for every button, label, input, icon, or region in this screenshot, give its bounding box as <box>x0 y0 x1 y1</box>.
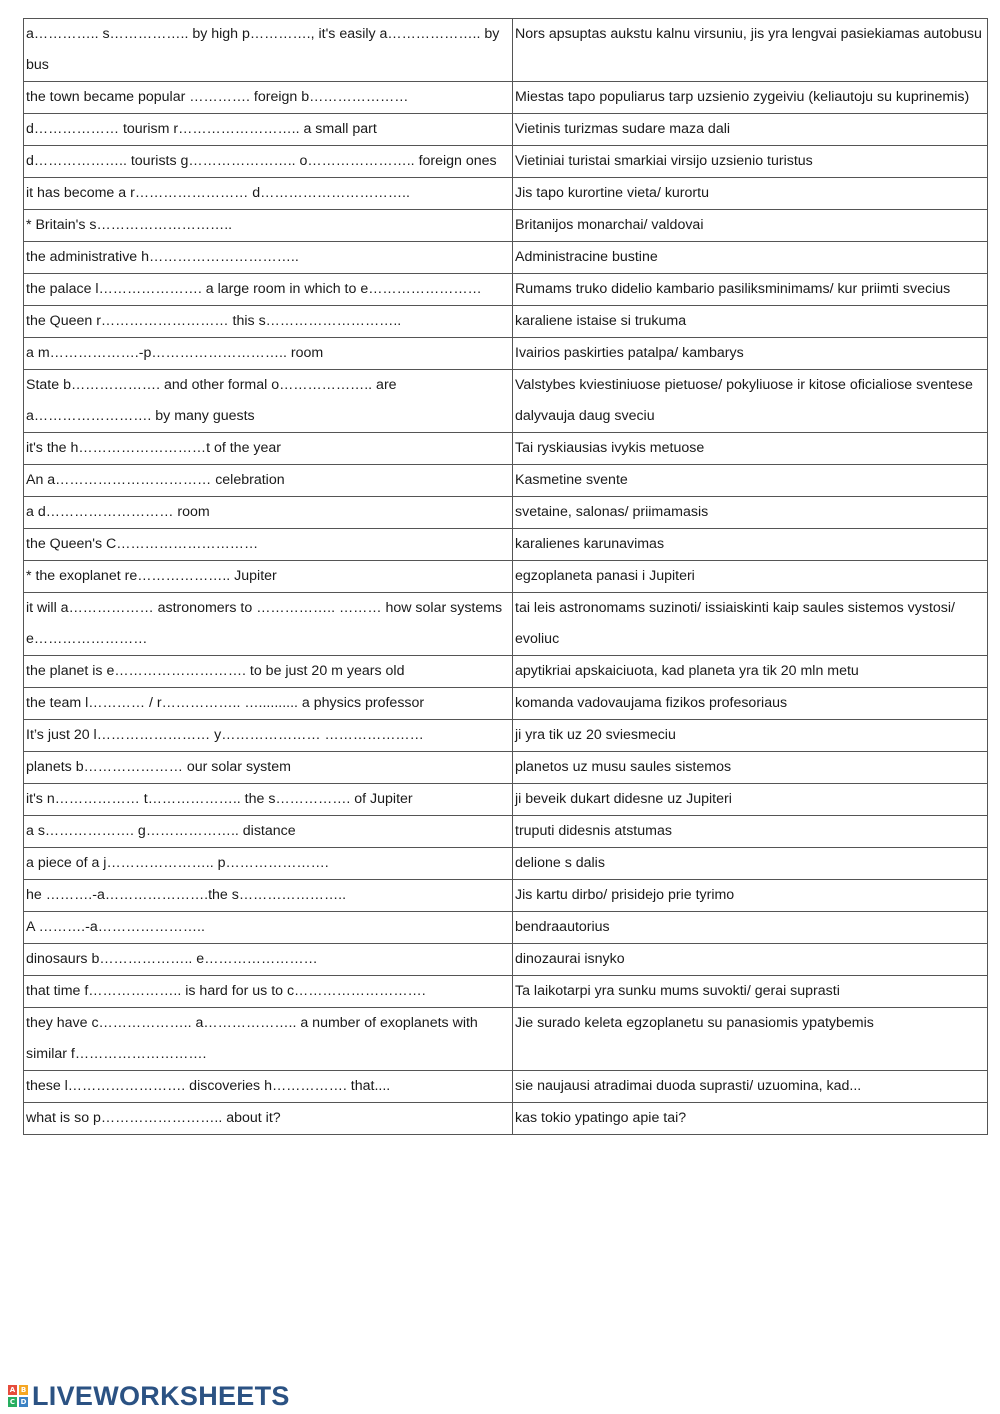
english-phrase-cell: d……………… tourism r…………………….. a small part <box>24 114 513 146</box>
english-phrase-cell: * the exoplanet re……………….. Jupiter <box>24 561 513 593</box>
liveworksheets-logo[interactable] <box>8 1378 290 1414</box>
lithuanian-translation-cell: ji beveik dukart didesne uz Jupiteri <box>513 784 988 816</box>
table-row <box>24 465 988 497</box>
logo-block-b: B <box>20 1386 27 1394</box>
table-row <box>24 114 988 146</box>
english-phrase-cell: a s………………. g……………….. distance <box>24 816 513 848</box>
english-phrase-cell: the planet is e………………………. to be just 20 m years old <box>24 656 513 688</box>
lithuanian-translation-cell: Britanijos monarchai/ valdovai <box>513 210 988 242</box>
table-row <box>24 656 988 688</box>
lithuanian-translation-cell: Administracine bustine <box>513 242 988 274</box>
lithuanian-translation-cell: Jie surado keleta egzoplanetu su panasiomis ypatybemis <box>513 1008 988 1071</box>
english-phrase-cell: a d……………………… room <box>24 497 513 529</box>
table-row <box>24 210 988 242</box>
lithuanian-translation-cell: kas tokio ypatingo apie tai? <box>513 1103 988 1135</box>
logo-block-d: D <box>20 1398 27 1406</box>
english-phrase-cell: the administrative h………………………….. <box>24 242 513 274</box>
table-row <box>24 274 988 306</box>
table-row <box>24 561 988 593</box>
lithuanian-translation-cell: Kasmetine svente <box>513 465 988 497</box>
table-row <box>24 816 988 848</box>
table-row <box>24 944 988 976</box>
table-row <box>24 880 988 912</box>
english-phrase-cell: the Queen's C………………………… <box>24 529 513 561</box>
lithuanian-translation-cell: karaliene istaise si trukuma <box>513 306 988 338</box>
table-row <box>24 370 988 433</box>
english-phrase-cell: planets b………………… our solar system <box>24 752 513 784</box>
table-row <box>24 338 988 370</box>
table-row <box>24 593 988 656</box>
table-row <box>24 688 988 720</box>
lithuanian-translation-cell: Rumams truko didelio kambario pasiliksminimams/ kur priimti svecius <box>513 274 988 306</box>
english-phrase-cell: it's n……………… t……………….. the s……………. of Jupiter <box>24 784 513 816</box>
english-phrase-cell: the palace l…………………. a large room in which to e…………………… <box>24 274 513 306</box>
english-phrase-cell: * Britain's s……………………….. <box>24 210 513 242</box>
table-row <box>24 178 988 210</box>
english-phrase-cell: It’s just 20 l…………………… y………………… ………………… <box>24 720 513 752</box>
english-phrase-cell: State b………………. and other formal o……………….. are a……………………. by many guests <box>24 370 513 433</box>
table-row <box>24 848 988 880</box>
english-phrase-cell: the Queen r……………………… this s……………………….. <box>24 306 513 338</box>
table-row <box>24 146 988 178</box>
english-phrase-cell: it's the h………………………t of the year <box>24 433 513 465</box>
lithuanian-translation-cell: truputi didesnis atstumas <box>513 816 988 848</box>
table-row <box>24 720 988 752</box>
lithuanian-translation-cell: karalienes karunavimas <box>513 529 988 561</box>
vocabulary-table-body <box>24 19 988 1135</box>
lithuanian-translation-cell: bendraautorius <box>513 912 988 944</box>
lithuanian-translation-cell: Miestas tapo populiarus tarp uzsienio zygeiviu (keliautoju su kuprinemis) <box>513 82 988 114</box>
table-row <box>24 976 988 1008</box>
english-phrase-cell: a piece of a j………………….. p…………………. <box>24 848 513 880</box>
english-phrase-cell: it has become a r…………………… d………………………….. <box>24 178 513 210</box>
lithuanian-translation-cell: dinozaurai isnyko <box>513 944 988 976</box>
table-row <box>24 433 988 465</box>
english-phrase-cell: a………….. s…………….. by high p…………., it's easily a……………….. by bus <box>24 19 513 82</box>
lithuanian-translation-cell: tai leis astronomams suzinoti/ issiaiskinti kaip saules sistemos vystosi/ evoliuc <box>513 593 988 656</box>
english-phrase-cell: An a…………………………… celebration <box>24 465 513 497</box>
table-row <box>24 1103 988 1135</box>
lithuanian-translation-cell: Ta laikotarpi yra sunku mums suvokti/ gerai suprasti <box>513 976 988 1008</box>
lithuanian-translation-cell: komanda vadovaujama fizikos profesoriaus <box>513 688 988 720</box>
lithuanian-translation-cell: ji yra tik uz 20 sviesmeciu <box>513 720 988 752</box>
lithuanian-translation-cell: Tai ryskiausias ivykis metuose <box>513 433 988 465</box>
table-row <box>24 529 988 561</box>
lithuanian-translation-cell: delione s dalis <box>513 848 988 880</box>
table-row <box>24 82 988 114</box>
lithuanian-translation-cell: Jis tapo kurortine vieta/ kurortu <box>513 178 988 210</box>
english-phrase-cell: he ……….-a………………….the s………………….. <box>24 880 513 912</box>
lithuanian-translation-cell: Valstybes kviestiniuose pietuose/ pokyliuose ir kitose oficialiose sventese dalyvauja daug sveciu <box>513 370 988 433</box>
english-phrase-cell: A ……….-a………………….. <box>24 912 513 944</box>
vocabulary-table <box>23 18 988 1135</box>
lithuanian-translation-cell: svetaine, salonas/ priimamasis <box>513 497 988 529</box>
english-phrase-cell: that time f……………….. is hard for us to c………………………. <box>24 976 513 1008</box>
logo-brand-text: LIVEWORKSHEETS <box>32 1380 290 1411</box>
english-phrase-cell: a m……………….-p……………………….. room <box>24 338 513 370</box>
table-row <box>24 1071 988 1103</box>
logo-block-a: A <box>9 1386 16 1394</box>
table-row <box>24 912 988 944</box>
english-phrase-cell: it will a……………… astronomers to …………….. ……… how solar systems e…………………… <box>24 593 513 656</box>
table-row <box>24 784 988 816</box>
logo-block-c: C <box>9 1398 16 1406</box>
english-phrase-cell: the town became popular …………. foreign b………………… <box>24 82 513 114</box>
english-phrase-cell: they have c……………….. a……………….. a number of exoplanets with similar f………………………. <box>24 1008 513 1071</box>
english-phrase-cell: d……………….. tourists g………………….. o………………….. foreign ones <box>24 146 513 178</box>
table-row <box>24 497 988 529</box>
english-phrase-cell: what is so p…………………….. about it? <box>24 1103 513 1135</box>
abc-blocks-icon <box>8 1385 28 1407</box>
table-row <box>24 752 988 784</box>
lithuanian-translation-cell: sie naujausi atradimai duoda suprasti/ uzuomina, kad... <box>513 1071 988 1103</box>
lithuanian-translation-cell: egzoplaneta panasi i Jupiteri <box>513 561 988 593</box>
table-row <box>24 306 988 338</box>
lithuanian-translation-cell: Nors apsuptas aukstu kalnu virsuniu, jis yra lengvai pasiekiamas autobusu <box>513 19 988 82</box>
english-phrase-cell: dinosaurs b……………….. e…………………… <box>24 944 513 976</box>
table-row <box>24 242 988 274</box>
lithuanian-translation-cell: Vietinis turizmas sudare maza dali <box>513 114 988 146</box>
lithuanian-translation-cell: Vietiniai turistai smarkiai virsijo uzsienio turistus <box>513 146 988 178</box>
lithuanian-translation-cell: Ivairios paskirties patalpa/ kambarys <box>513 338 988 370</box>
english-phrase-cell: these l……………………. discoveries h……………. that.... <box>24 1071 513 1103</box>
lithuanian-translation-cell: Jis kartu dirbo/ prisidejo prie tyrimo <box>513 880 988 912</box>
lithuanian-translation-cell: apytikriai apskaiciuota, kad planeta yra tik 20 mln metu <box>513 656 988 688</box>
table-row <box>24 19 988 82</box>
lithuanian-translation-cell: planetos uz musu saules sistemos <box>513 752 988 784</box>
english-phrase-cell: the team l………… / r…………….. ….......... a physics professor <box>24 688 513 720</box>
table-row <box>24 1008 988 1071</box>
